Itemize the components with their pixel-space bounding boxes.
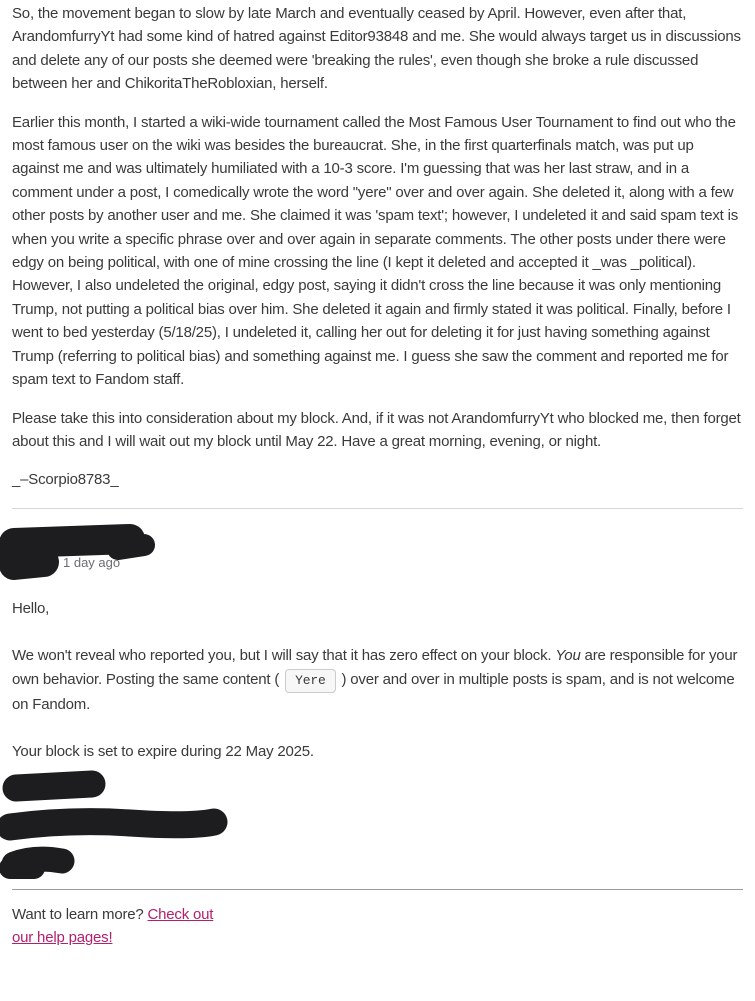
help-pages-link[interactable]: Check out our help pages! [12, 906, 214, 946]
staff-reply [12, 521, 743, 882]
emphasized-you: You [555, 647, 581, 665]
appeal-paragraph-2: Earlier this month, I started a wiki-wide tournament called the Most Famous User Tournament to find out who the most famous user on the wiki was besides the bureaucrat. She, in the first quarterfinals match, was put up against me and was ultimately humiliated with a 10-3 score. I'm guessing that was her last straw, and in a comment under a post, I comedically wrote the word "yere" over and over again. She deleted it, along with a few other posts by another user and me. She claimed it was 'spam text'; however, I undeleted it and said spam text is when you write a specific phrase over and over again in separate comments. The other posts under there were edgy on being political, with one of mine crossing the line (I kept it deleted and accepted it _was _political). However, I also undeleted the original, edgy post, saying it didn't cross the line because it was only mentioning Trump, not putting a political bias over him. She deleted it again and firmly stated it was political. Finally, before I went to bed yesterday (5/18/25), I undeleted it, calling her out for deleting it for just having something against Trump (referring to political bias) and something against me. I guess she saw the comment and reported me for spam text to Fandom staff. [12, 113, 739, 389]
appeal-message [12, 2, 743, 492]
reply-header [12, 521, 743, 585]
redaction-staff-signature-scribble [0, 769, 250, 881]
reply-body-text-2: are responsible for your own behavior. Posting the same content ( [12, 647, 738, 688]
help-footer [12, 904, 222, 949]
thread-divider-top [12, 508, 743, 509]
reply-body-text-3: ) over and over in multiple posts is spam, and is not welcome on Fandom. [12, 670, 735, 713]
spam-text-code-chip: Yere [285, 669, 335, 693]
appeal-paragraph-1: So, the movement began to slow by late March and eventually ceased by April. However, even after that, ArandomfurryYt had some kind of hatred against Editor93848 and me. She would always target us in discussions and delete any of our posts she deemed were 'breaking the rules', even though she broke a rule discussed between her and ChikoritaTheRobloxian, herself. [12, 5, 741, 93]
redaction-user-identity-scribble [0, 521, 170, 585]
reply-timestamp[interactable]: 1 day ago [63, 554, 121, 570]
help-prompt-text: Want to learn more? [12, 906, 148, 924]
thread-divider-bottom [12, 889, 743, 890]
appeal-signature: _–Scorpio8783_ [12, 471, 119, 489]
reply-body-text-1: We won't reveal who reported you, but I will say that it has zero effect on your block. [12, 647, 556, 665]
reply-body [12, 644, 743, 716]
appeal-paragraph-3: Please take this into consideration about my block. And, if it was not ArandomfurryYt who blocked me, then forget about this and I will wait out my block until May 22. Have a great morning, evening, or night. [12, 409, 741, 450]
reply-greeting: Hello, [12, 599, 50, 617]
block-expiry-text: Your block is set to expire during 22 May 2025. [12, 742, 314, 760]
